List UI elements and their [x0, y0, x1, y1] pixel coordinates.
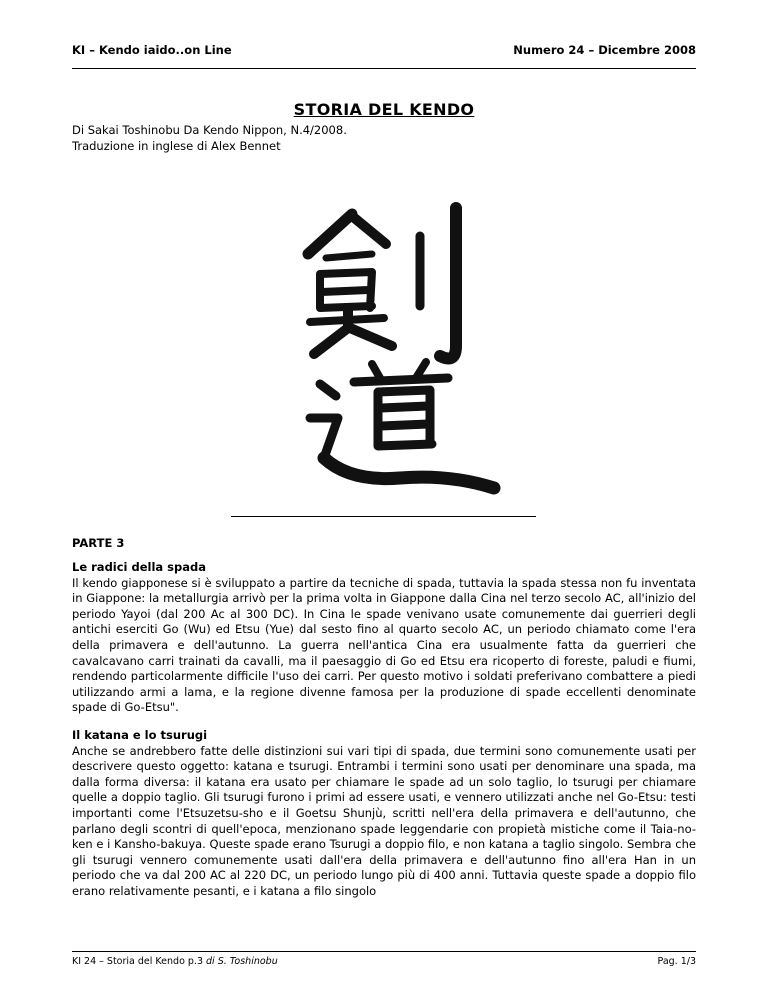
byline	[72, 122, 347, 154]
section-heading: Il katana e lo tsurugi	[72, 727, 208, 742]
footer-rule	[72, 951, 696, 952]
header-publication: KI – Kendo iaido..on Line	[72, 43, 232, 57]
article-body	[72, 560, 696, 911]
section-paragraph: Anche se andrebbero fatte delle distinzioni sui vari tipi di spada, due termini sono comunemente usati per descrivere questo oggetto: katana e tsurugi. Entrambi i termini sono usati per denominare una spada, ma dalla forma diversa: il katana era usato per chiamare le spade ad un solo taglio, lo tsurugi per chiamare quelle a doppio taglio. Gli tsurugi furono i primi ad essere usati, e vennero utilizzati anche nel Go-Etsu: testi importanti come l'Etsuzetsu-sho e il Goetsu Shunjù, scritti nell'era della primavera e dell'autunno, che parlano degli scontri di quell'epoca, menzionano spade leggendarie con propietà mistiche come il Taia-no-ken e i Kansho-bakuya. Queste spade erano Tsurugi a doppio filo, e non katana a taglio singolo. Sembra che gli tsurugi vennero comunemente usati dall'era della primavera e dell'autunno fino all'era Han in un periodo che va dal 200 AC al 220 DC, un periodo lungo più di 400 anni. Tuttavia queste spade a doppio filo erano relativamente pesanti, e i katana a filo singolo	[72, 743, 696, 898]
section-heading: Le radici della spada	[72, 560, 207, 574]
part-label: PARTE 3	[72, 536, 125, 550]
footer-author: di S. Toshinobu	[206, 956, 278, 967]
footer-source	[72, 956, 278, 967]
page-number: Pag. 1/3	[657, 956, 696, 967]
header-rule	[72, 68, 696, 69]
page-header	[72, 40, 696, 60]
kendo-calligraphy-image	[280, 196, 520, 496]
article-title: STORIA DEL KENDO	[293, 100, 475, 119]
byline-translator: Traduzione in inglese di Alex Bennet	[72, 139, 281, 153]
section-paragraph: Il kendo giapponese si è sviluppato a partire da tecniche di spada, tuttavia la spada stessa non fu inventata in Giappone: la metallurgia arrivò per la prima volta in Giappone dalla Cina nel terzo secolo AC, all'inizio del periodo Yayoi (dal 200 Ac al 300 DC). In Cina le spade venivano usate comunemente dai guerrieri degli antichi eserciti Go (Wu) ed Etsu (Yue) dal sesto fino al quarto secolo AC, un periodo chiamato come l'era della primavera e dell'autunno. La guerra nell'antica Cina era usualmente fatta da guerrieri che cavalcavano carri trainati da cavalli, ma il paesaggio di Go ed Etsu era ricoperto di foreste, paludi e fiumi, rendendo particolarmente difficile l'uso dei carri. Per questo motivo i soldati preferivano combattere a piedi utilizzando armi a lama, e la regione divenne famosa per la produzione di spade eccellenti denominate spade di Go-Etsu".	[72, 575, 696, 715]
header-issue: Numero 24 – Dicembre 2008	[513, 43, 696, 57]
section-divider	[231, 516, 536, 517]
page-footer	[72, 956, 696, 967]
footer-title: KI 24 – Storia del Kendo p.3	[72, 956, 207, 967]
byline-author: Di Sakai Toshinobu Da Kendo Nippon, N.4/2008.	[72, 123, 347, 137]
